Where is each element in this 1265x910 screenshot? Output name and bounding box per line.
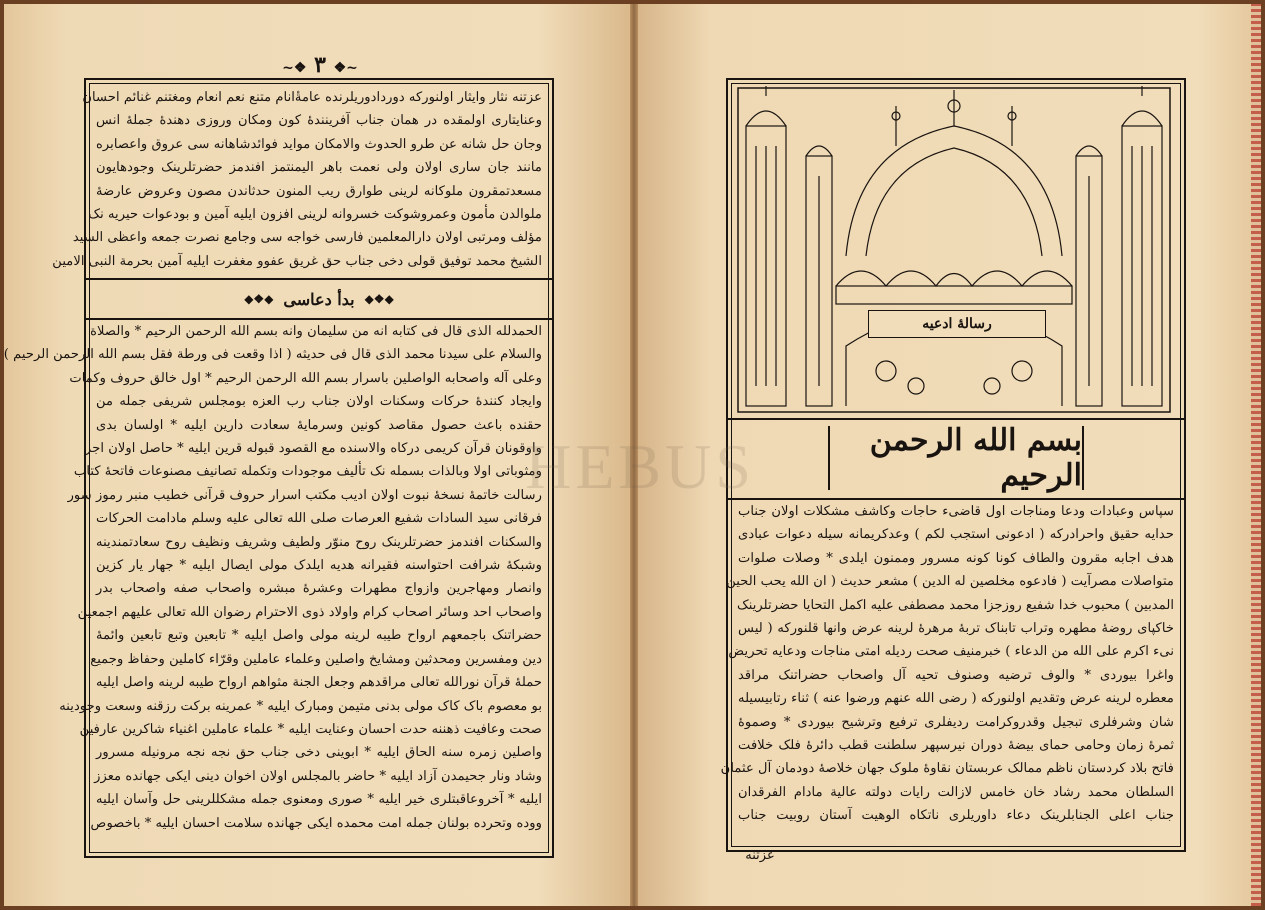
page-edge-stripes: [1251, 4, 1261, 906]
text-line: السلطان محمد رشاد خان خامس لازالت رایات دولته عالیة مادام الفرقدان: [738, 784, 1174, 800]
text-line: واوقونان قرآن کریمی درکاه والاسنده مع القصود قبوله قرین ایلیه * حاصل اولان اجر: [84, 441, 542, 457]
text-line: واصلین زمره سنه الحاق ایلیه * ابوینی دخی جناب حق نجه نجه مرونیله مسرور: [96, 745, 542, 761]
text-line: وانصار ومهاجرین وازواج مطهرات وعشرهٔ مبشره واصحاب صفه واصحاب بدر: [96, 581, 542, 597]
text-line: ایلیه * آخروعاقبتلری خیر ایلیه * صوری ومعنوی جمله مشکللرینی حل وآسان ایلیه: [96, 792, 542, 808]
text-line: حقنده باعث حصول مقاصد کونین وسرمایهٔ سعادت دارین ایلیه * اولسان بدی: [96, 417, 542, 433]
text-line: معطره لرینه عرض وتقدیم اولنورکه ( رضی الله عنهم ورضوا عنه ) ثناء رتابیسیله: [738, 691, 1174, 707]
right-text-frame: [720, 78, 1186, 852]
text-line: مانند جان ساری اولان ولی نعمت باهر الیمنتمز افندمز حضرتلرینک وجودهایون: [96, 160, 542, 176]
basmala-band: [728, 418, 1184, 500]
text-line: شان وشرفلری تبجیل وقدروکرامت ردیفلری ترفیع وترشیح بیوردی * وصموهٔ: [738, 714, 1174, 730]
section-heading: [86, 278, 552, 320]
watermark: HEBUS: [525, 431, 755, 502]
text-line: حملهٔ قرآن نورالله تعالی مراقدهم وجعل الجنة مثواهم ارواح طیبه لرینه واصل ایلیه: [96, 675, 542, 691]
page-number-ornament-icon: ❖~: [333, 60, 358, 76]
left-text-frame: [3, 78, 554, 858]
section-title: بدأ دعاسی: [283, 289, 355, 309]
page-number: [270, 52, 370, 78]
ornament-title: رسالهٔ ادعیه: [922, 316, 992, 332]
text-line: هدف اجابه مقرون والطاف کونا کونه مسرور وممنون ایلدی * وصلات صلوات: [738, 550, 1174, 566]
text-line: والسکنات افندمز حضرتلرینک روح منوّر ولطیف وشریف ونظیف روح سعادتمندینه: [96, 534, 542, 550]
text-line: فاتح بلاد کردستان ناظم ممالک عربستان نقاوهٔ ملوک جهان خلاصهٔ دودمان آل عثمان: [720, 761, 1174, 777]
text-line: حدایه حقیق واحرادرکه ( ادعونی استجب لکم ) وعدکریمانه سیله دعوات عبادی: [738, 527, 1174, 543]
left-body-paragraph: [3, 320, 552, 835]
text-line: ووده وتحرده بولنان جمله امت محمده ایکی جهانده سلامت احسان ایلیه * باخصوص: [90, 815, 542, 831]
text-line: صحت وعافیت ذهننه حدت احسان وعنایت ایلیه * علماء عاملین اغنیاء شاکرین عارفین: [79, 721, 542, 737]
page-number-text: ٣: [314, 52, 326, 78]
text-line: مؤلف ومرتبی اولان دارالمعلمین فارسی خواجه سی وجامع نصرت جمعه واعظی السید: [72, 230, 542, 246]
text-line: مسعدتمقرون ملوکانه لرینی طوارق ریب المنون حدثاندن مصون وعروض عارضهٔ: [96, 183, 542, 199]
text-line: وعنایتاری اولمقده در همان جناب آفرینندهٔ کون ومکان وروزی دهندهٔ جملهٔ انس: [96, 113, 542, 129]
text-line: الشیخ محمد توفیق قولی دخی جناب حق غریق عفوو مغفرت ایلیه آمین بحرمة النبی الامین: [52, 253, 542, 269]
text-line: حضراتنک باجمعهم ارواح طیبه لرینه مولی واصل ایلیه * تابعین وتبع تابعین وائمهٔ: [96, 628, 542, 644]
text-line: وشبکهٔ شرافت احتواسنه فقیرانه هدیه ایلدک مولی ایصال ایلیه * جهار یار کزین: [96, 558, 542, 574]
text-line: فرقانی سید السادات شفیع العرصات صلی الله تعالی علیه وسلم مادامت الحرکات: [96, 511, 542, 527]
text-line: ثمرهٔ زمان وحامی حمای بیضهٔ دوران نیرسپهر سلطنت قطب دائرهٔ فلک خلافت: [738, 738, 1174, 754]
text-line: ومثوباتی اولا وبالذات بسمله نک تألیف موجودات وتکمله تصانیف مصنوعات فاتحهٔ کتاب: [73, 464, 542, 480]
text-line: واصحاب احد وسائر اصحاب کرام واولاد ذوی الاحترام رضوان الله تعالی علیهم اجمعین: [77, 604, 542, 620]
text-line: وعلی آله واصحابه الواصلین باسرار بسم الله الرحمن الرحیم * اول خالق حروف وکمات: [69, 370, 542, 386]
text-line: متواصلات مصرآیت ( فادعوه مخلصین له الدین ) مشعر حدیث ( ان الله یحب الحین: [726, 574, 1174, 590]
basmala-heading: بسم الله الرحمن الرحیم: [828, 426, 1084, 490]
text-line: واغرا بیوردی * والوف ترضیه وصنوف تحیه آل واصحاب حضراتنک مراقد: [738, 667, 1174, 683]
heading-ornament-icon: ◆❖◆: [244, 292, 274, 306]
intro-paragraph: [52, 86, 552, 273]
text-line: خاکپای روضهٔ مطهره وتراب تابناک تربهٔ مرهرهٔ لرینه عرض وانها قلنورکه ( لیس: [738, 621, 1174, 637]
text-line: المدبین ) محبوب خدا شفیع روزجزا محمد مصطفی علیه اکمل التحایا حضرتلرینک: [736, 597, 1174, 613]
text-line: عزتنه نثار وایثار اولنورکه دوردادوریلرنده عامةٔانام متنع نعم انعام ومغتنم غنائم احسان: [82, 90, 542, 105]
text-line: رسالت خاتمهٔ نسخهٔ نبوت اولان ادیب مکتب اسرار حروف قرآنی خطیب منبر رموز سور: [67, 487, 542, 503]
page-number-ornament-icon: ~❖: [282, 60, 307, 76]
right-body-paragraph: [720, 500, 1184, 828]
architectural-ornament-icon: [736, 86, 1172, 414]
text-line: ملوالدن مأمون وعمروشوکت خسروانه لرینی افزون ایلیه آمین و بودعوات حیریه نک: [88, 207, 542, 223]
catchword: عزتنه: [745, 848, 775, 863]
text-line: سپاس وعبادات ودعا ومناجات اول قاضیء حاجات وکاشف مشکلات اولان جناب: [738, 504, 1174, 519]
text-line: الحمدلله الذی قال فی کتابه انه من سلیمان وانه بسم الله الرحمن الرحیم * والصلاة: [90, 324, 542, 339]
text-line: دین ومفسرین ومحدثین ومشایخ واصلین وعلماء عاملین وقرّاء کاملین وحفاظ وجمیع: [90, 651, 542, 667]
ornament-title-box: [868, 310, 1046, 338]
text-line: والسلام علی سیدنا محمد الذی قال فی حدیثه ( اذا وقعت فی ورطة فقل بسم الله الرحمن الرحیم ): [3, 347, 542, 363]
heading-ornament-icon: ◆❖◆: [364, 292, 394, 306]
text-line: بو معصوم باک کاک مولی بدنی متیمن ومبارک ایلیه * عمرینه برکت رزقنه وسعت وجودینه: [59, 698, 542, 714]
text-line: وجان حل شانه عن طرو الحدوث والامکان مواید فوائدشاهانه سی عروق واعصابره: [96, 136, 542, 152]
text-line: نیء اکرم علی الله من الدعاء ) خبرمنیف صحت ردیله امتی مناجات ودعایه تحریض: [728, 644, 1174, 660]
text-line: وشاد ونار جحیمدن آزاد ایلیه * حاضر بالمجلس اولان اخوان دینی ایکی جهانده معزز: [94, 768, 542, 784]
text-line: جناب اعلی الجنابلرینک دعاء داوریلری ناتکاه الوهیت آستان روبیت جناب: [738, 808, 1174, 824]
text-line: وایجاد کنندهٔ حرکات وسکنات اولان جناب رب العزه بومجلس شریفی جمله من: [96, 394, 542, 410]
